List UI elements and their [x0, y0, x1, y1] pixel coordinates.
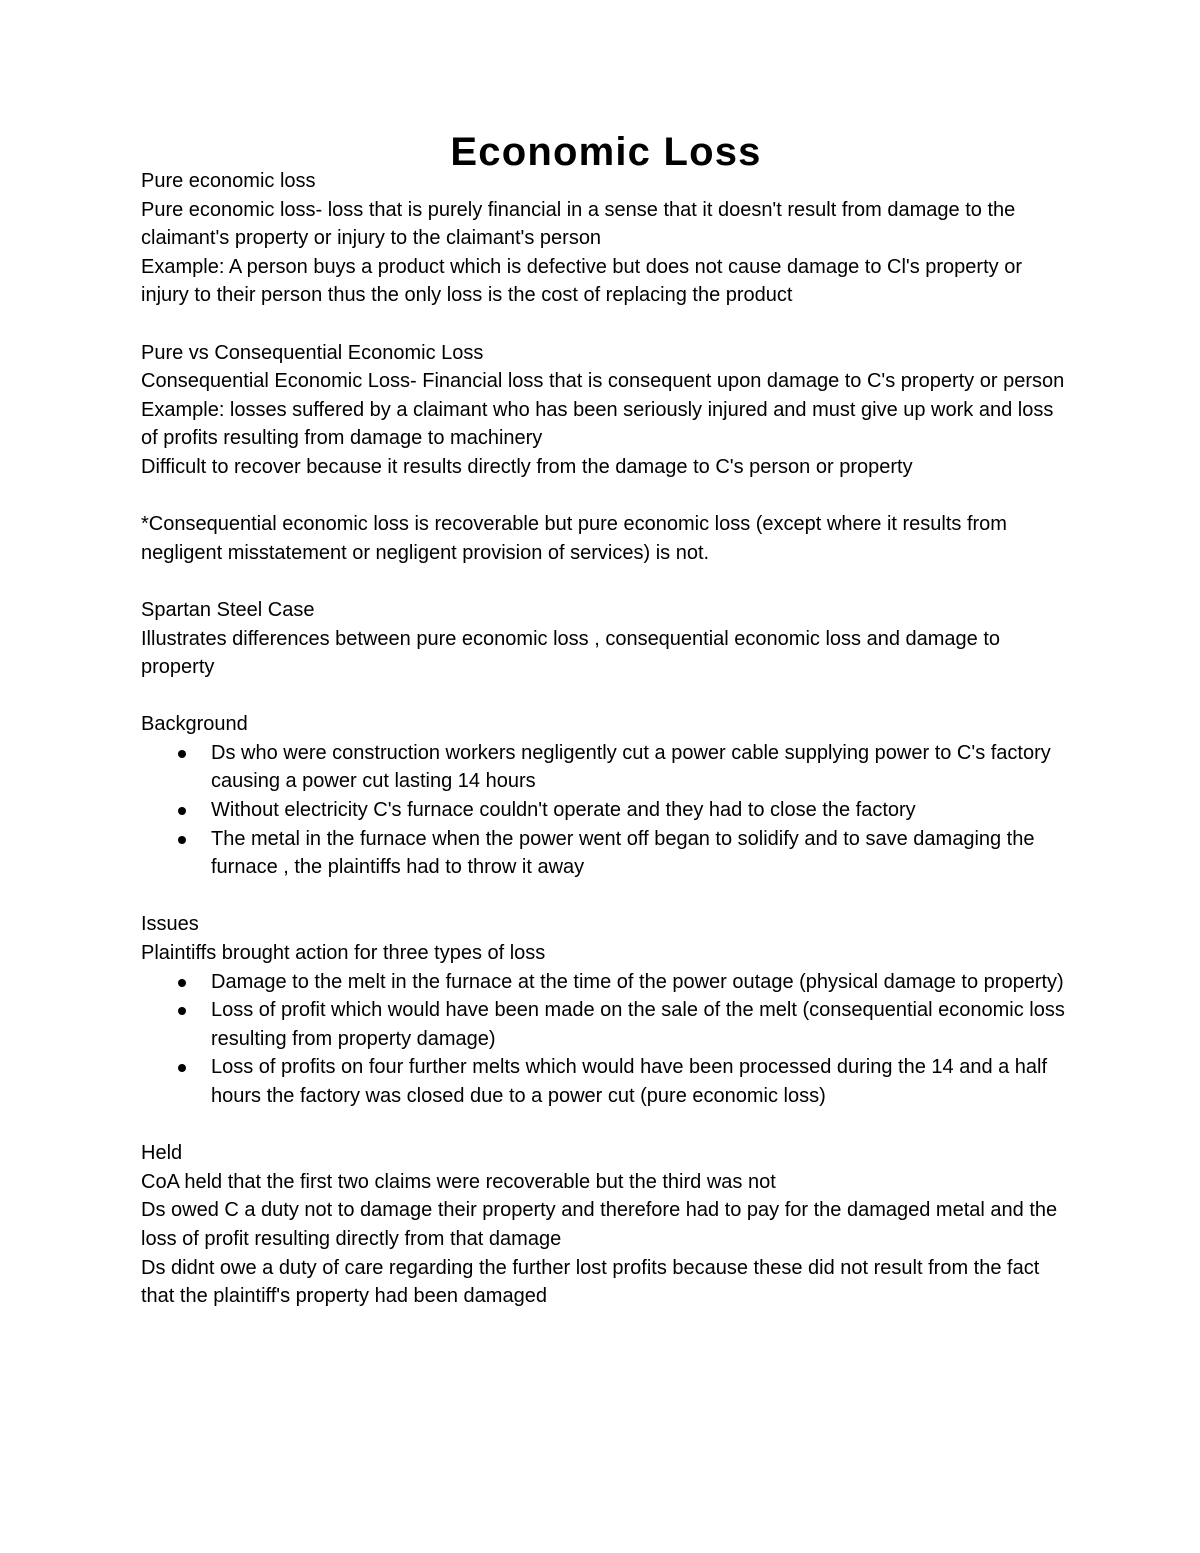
held-line: Ds didnt owe a duty of care regarding the further lost profits because these did not result from the fact that the plaintiff's property had been damaged — [141, 1256, 1040, 1308]
background-list — [141, 739, 1071, 882]
section-heading-held: Held — [141, 1142, 183, 1165]
pure-economic-loss-definition: Pure economic loss- loss that is purely financial in a sense that it doesn't result from damage to the claimant's property or injury to the claimant's person — [141, 198, 1016, 250]
consequential-loss-definition: Consequential Economic Loss- Financial loss that is consequent upon damage to C's property or person — [141, 370, 1065, 393]
held-line: CoA held that the first two claims were recoverable but the third was not — [141, 1170, 776, 1193]
spacer — [141, 882, 1071, 911]
section-heading-pure-economic-loss: Pure economic loss — [141, 170, 316, 192]
spartan-steel-summary: Illustrates differences between pure economic loss , consequential economic loss and damage to property — [141, 627, 1001, 679]
list-item: Ds who were construction workers negligently cut a power cable supplying power to C's factory causing a power cut lasting 14 hours — [141, 739, 1071, 796]
spacer — [141, 682, 1071, 711]
document-page — [141, 130, 1071, 1311]
list-item: The metal in the furnace when the power went off began to solidify and to save damaging the furnace , the plaintiffs had to throw it away — [141, 825, 1071, 882]
recoverability-note: *Consequential economic loss is recoverable but pure economic loss (except where it results from negligent misstatement or negligent provision of services) is not. — [141, 513, 1007, 564]
spacer — [141, 567, 1071, 596]
consequential-loss-note: Difficult to recover because it results directly from the damage to C's person or property — [141, 455, 913, 478]
spacer — [141, 1111, 1071, 1140]
spacer — [141, 310, 1071, 339]
spacer — [141, 482, 1071, 511]
section-heading-spartan-steel: Spartan Steel Case — [141, 598, 315, 621]
section-heading-pure-vs-consequential: Pure vs Consequential Economic Loss — [141, 341, 484, 364]
page-title: Economic Loss — [450, 130, 762, 174]
list-item: Without electricity C's furnace couldn't operate and they had to close the factory — [141, 796, 1071, 825]
section-heading-background: Background — [141, 713, 248, 736]
consequential-loss-example: Example: losses suffered by a claimant who has been seriously injured and must give up work and loss of profits resulting from damage to machinery — [141, 398, 1054, 450]
issues-intro: Plaintiffs brought action for three types of loss — [141, 942, 546, 965]
section-heading-issues: Issues — [141, 913, 199, 936]
list-item: Loss of profit which would have been made on the sale of the melt (consequential economic loss resulting from property damage) — [141, 996, 1071, 1053]
pure-economic-loss-example: Example: A person buys a product which is defective but does not cause damage to Cl's property or injury to their person thus the only loss is the cost of replacing the product — [141, 255, 1022, 307]
held-line: Ds owed C a duty not to damage their property and therefore had to pay for the damaged metal and the loss of profit resulting directly from that damage — [141, 1199, 1058, 1250]
list-item: Loss of profits on four further melts which would have been processed during the 14 and a half hours the factory was closed due to a power cut (pure economic loss) — [141, 1053, 1071, 1110]
list-item: Damage to the melt in the furnace at the time of the power outage (physical damage to property) — [141, 968, 1071, 997]
issues-list — [141, 968, 1071, 1111]
